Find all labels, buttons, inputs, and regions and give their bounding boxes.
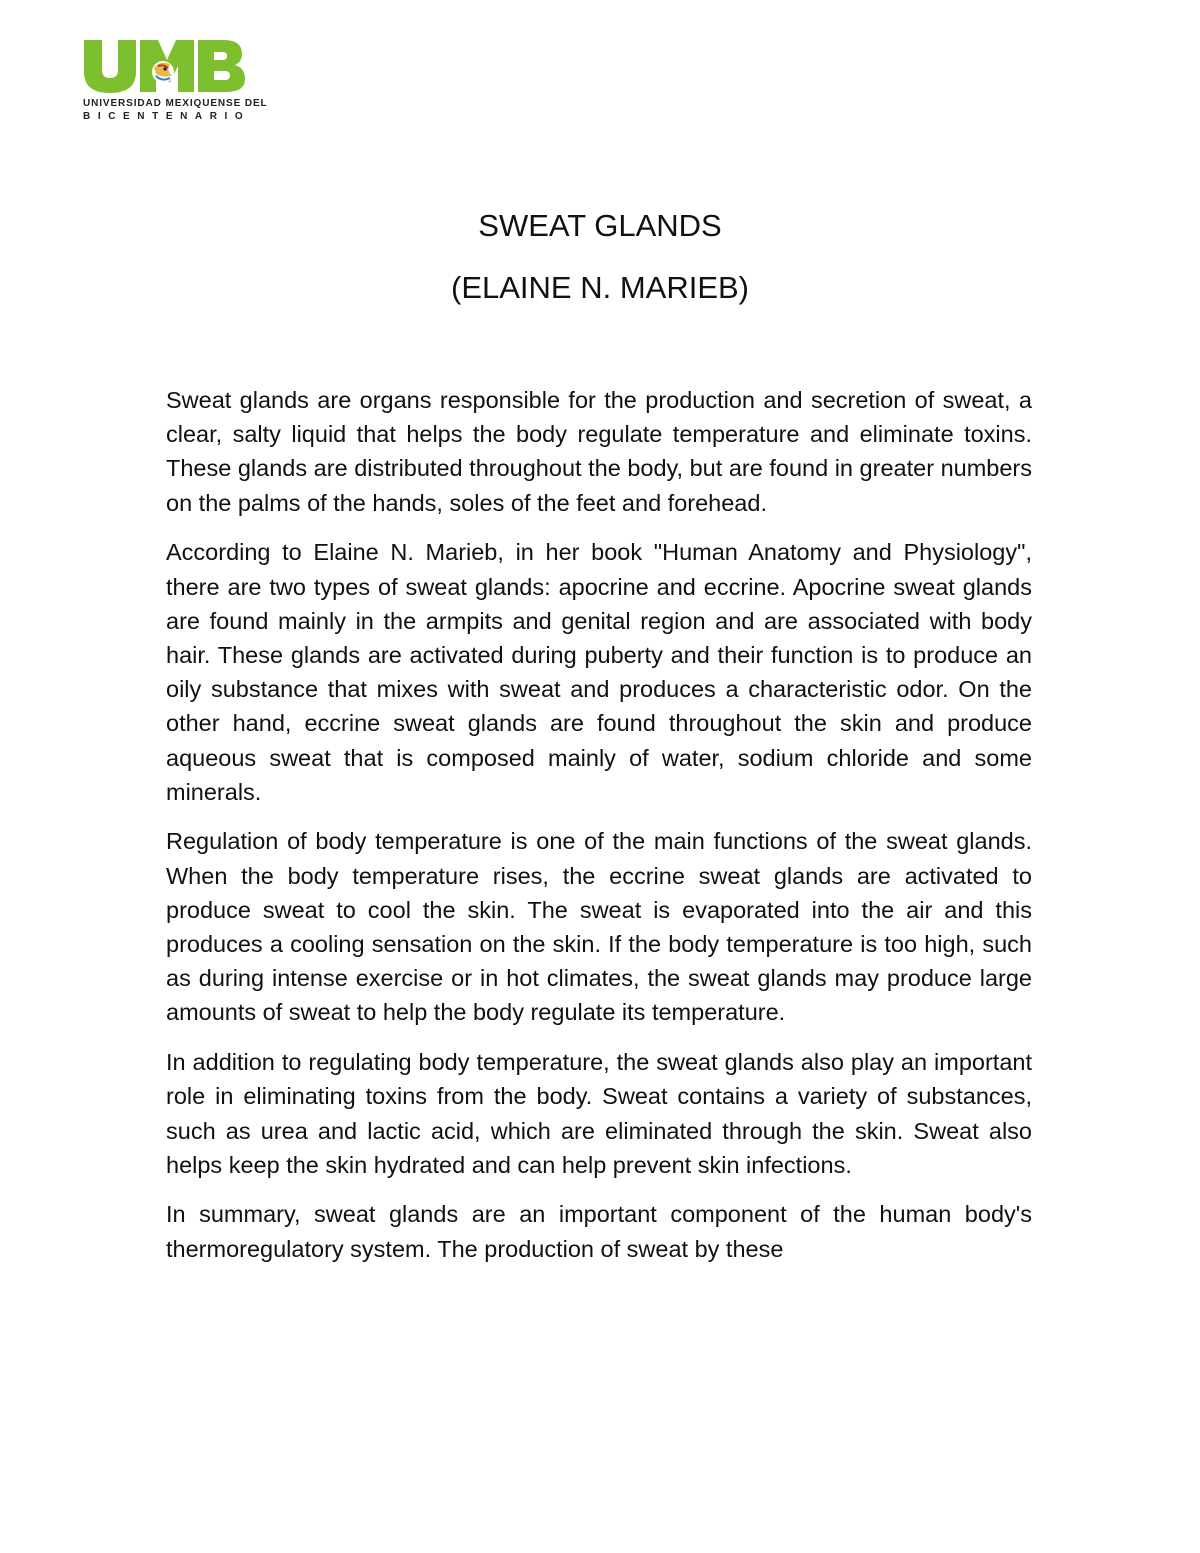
document-title: SWEAT GLANDS: [478, 208, 722, 243]
umb-logo: [82, 38, 268, 124]
logo-bicentenario: BICENTENARIO: [83, 111, 251, 122]
paragraph: According to Elaine N. Marieb, in her book "Human Anatomy and Physiology", there are two types of sweat glands: apocrine and eccrine. Apocrine sweat glands are found mainly in the armpits and genital region and are associated with body hair. These glands are activated during puberty and their function is to produce an oily substance that mixes with sweat and produces a characteristic odor. On the other hand, eccrine sweat glands are found throughout the skin and produce aqueous sweat that is composed mainly of water, sodium chloride and some minerals.: [166, 539, 1032, 805]
paragraph: Regulation of body temperature is one of the main functions of the sweat glands. When the body temperature rises, the eccrine sweat glands are activated to produce sweat to cool the skin. The sweat is evaporated into the air and this produces a cooling sensation on the skin. If the body temperature is too high, such as during intense exercise or in hot climates, the sweat glands may produce large amounts of sweat to help the body regulate its temperature.: [166, 828, 1032, 1026]
logo-university-name: UNIVERSIDAD MEXIQUENSE DEL: [83, 98, 268, 109]
paragraph: Sweat glands are organs responsible for the production and secretion of sweat, a clear, salty liquid that helps the body regulate temperature and eliminate toxins. These glands are distributed throughout the body, but are found in greater numbers on the palms of the hands, soles of the feet and forehead.: [166, 387, 1032, 516]
document-body: [166, 383, 1032, 1281]
paragraph: In addition to regulating body temperature, the sweat glands also play an important role in eliminating toxins from the body. Sweat contains a variety of substances, such as urea and lactic acid, which are eliminated through the skin. Sweat also helps keep the skin hydrated and can help prevent skin infections.: [166, 1049, 1032, 1178]
document-author: (ELAINE N. MARIEB): [451, 270, 749, 305]
paragraph: In summary, sweat glands are an important component of the human body's thermoregulatory system. The production of sweat by these: [166, 1201, 1032, 1262]
umb-logo-mark: [82, 38, 247, 94]
